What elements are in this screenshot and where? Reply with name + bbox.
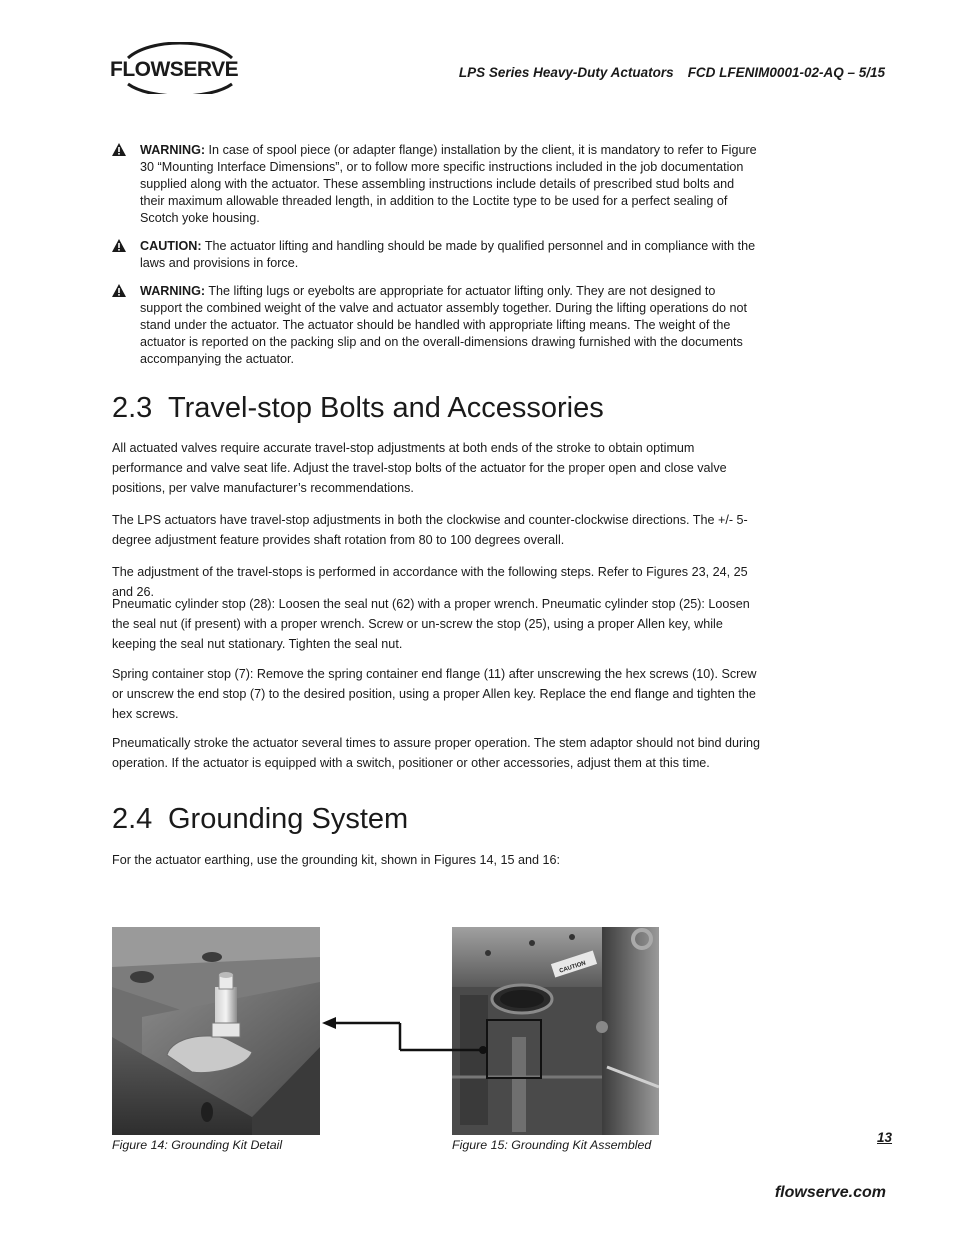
- warning-note-1: [112, 142, 757, 227]
- page-number: 13: [877, 1130, 893, 1145]
- paragraph: Pneumatically stroke the actuator several times to assure proper operation. The stem adaptor should not bind during operation. If the actuator is equipped with a switch, positioner or other accessories, adjust them at this time.: [112, 736, 761, 770]
- section-heading-2-3: [112, 392, 604, 425]
- section-title: Grounding System: [168, 803, 409, 835]
- warning-triangle-icon: [112, 284, 126, 297]
- caution-note: [112, 238, 757, 272]
- note-keyword: CAUTION:: [140, 239, 202, 253]
- figure-14-photo: [112, 927, 320, 1135]
- note-text: The actuator lifting and handling should be made by qualified personnel and in compliance with the laws and provisions in force.: [140, 239, 756, 270]
- note-keyword: WARNING:: [140, 143, 206, 157]
- section-number: 2.4: [112, 803, 153, 835]
- paragraph: All actuated valves require accurate travel-stop adjustments at both ends of the stroke to obtain optimum performance and valve seat life. Adjust the travel-stop bolts of the actuator for the proper open and close valve positions, per valve manufacturer’s recommendations.: [112, 441, 727, 495]
- header-doc-info: [459, 65, 885, 80]
- caution-label: CAUTION: [558, 960, 587, 975]
- warning-note-2: [112, 283, 757, 368]
- warning-triangle-icon: [112, 239, 126, 252]
- paragraph: Spring container stop (7): Remove the spring container end flange (11) after unscrewing the hex screws (10). Screw or unscrew the end stop (7) to the desired position, using a proper Allen key. Replace the end flange and tighten the hex screws.: [112, 667, 757, 721]
- section-title: Travel-stop Bolts and Accessories: [168, 392, 604, 424]
- warning-triangle-icon: [112, 143, 126, 156]
- paragraph: The LPS actuators have travel-stop adjustments in both the clockwise and counter-clockwise directions. The +/- 5-degree adjustment feature provides shaft rotation from 80 to 100 degrees overall.: [112, 513, 748, 547]
- note-text: In case of spool piece (or adapter flange) installation by the client, it is mandatory to refer to Figure 30 “Mounting Interface Dimensions”, or to follow more specific instructions included in the job documentation supplied along with the actuator. These assembling instructions include details of prescribed stud bolts and their maximum allowable threaded length, in addition to the Loctite type to be used for a perfect sealing of Scotch yoke housing.: [140, 143, 757, 225]
- footer-website-link[interactable]: flowserve.com: [774, 1184, 886, 1201]
- flowserve-logo: [110, 42, 250, 94]
- callout-arrow-icon: [320, 1010, 490, 1060]
- note-text: The lifting lugs or eyebolts are appropriate for actuator lifting only. They are not designed to support the combined weight of the valve and actuator assembly together. During the lifting operations do not stand under the actuator. The actuator should be handled with appropriate lifting means. The weight of the actuator is reported on the packing slip and on the overall-dimensions drawing furnished with the documents accompanying the actuator.: [140, 284, 747, 366]
- header-series: LPS Series Heavy-Duty Actuators: [458, 65, 674, 80]
- paragraph: For the actuator earthing, use the grounding kit, shown in Figures 14, 15 and 16:: [112, 853, 561, 867]
- section-heading-2-4: [112, 803, 408, 836]
- paragraph: The adjustment of the travel-stops is performed in accordance with the following steps. Refer to Figures 23, 24, 25 and 26.: [112, 565, 748, 599]
- paragraph: Pneumatic cylinder stop (28): Loosen the seal nut (62) with a proper wrench. Pneumatic cylinder stop (25): Loosen the seal nut (if present) with a proper wrench. Screw or un-screw the stop (25), using a proper Allen key, while keeping the seal nut stationary. Tighten the seal nut.: [112, 597, 750, 651]
- figure-15-caption: Figure 15: Grounding Kit Assembled: [452, 1138, 652, 1152]
- header-doc-code: FCD LFENIM0001-02-AQ – 5/15: [687, 65, 885, 80]
- logo-text: FLOWSERVE: [110, 58, 239, 81]
- note-keyword: WARNING:: [140, 284, 206, 298]
- section-number: 2.3: [112, 392, 153, 424]
- figure-14-caption: Figure 14: Grounding Kit Detail: [112, 1138, 283, 1152]
